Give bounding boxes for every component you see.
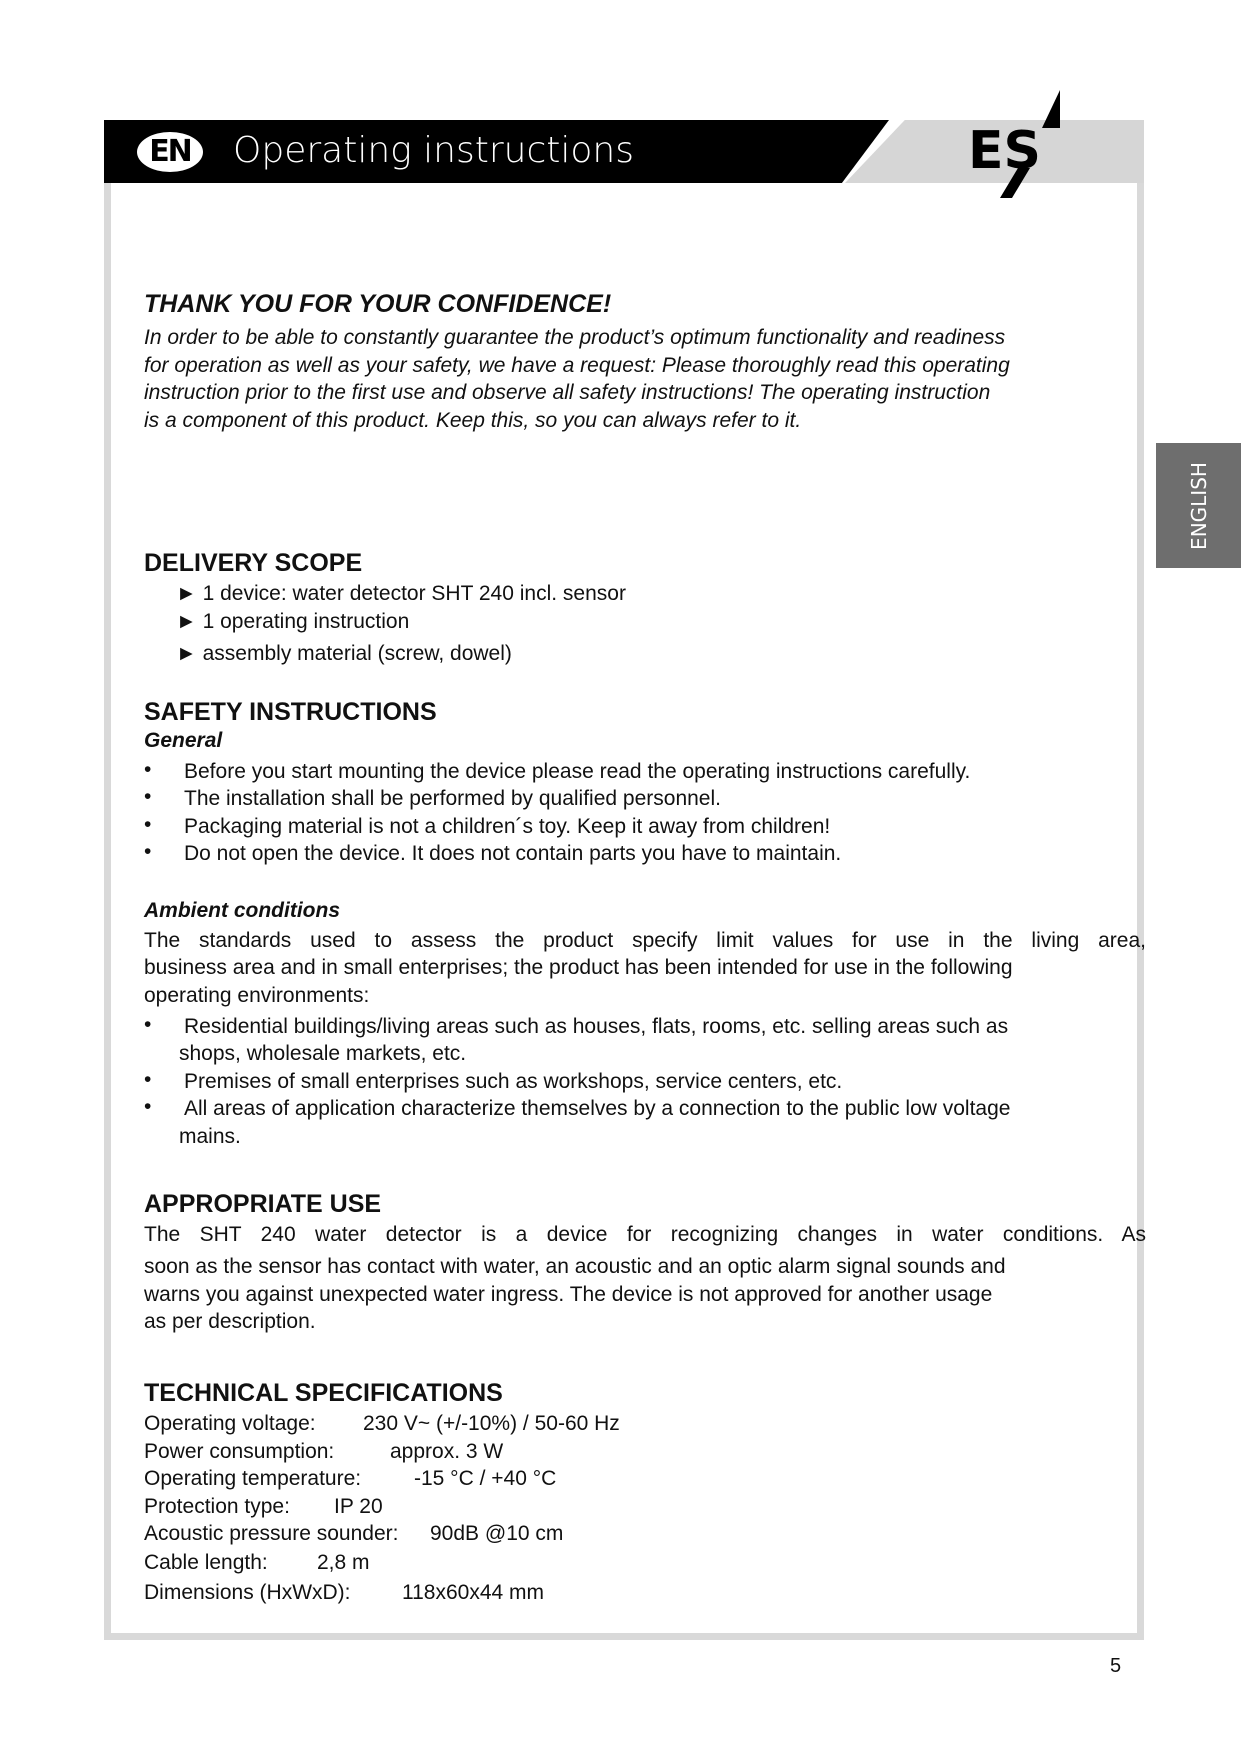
intro-title: THANK YOU FOR YOUR CONFIDENCE!: [144, 290, 612, 318]
language-badge: EN: [137, 132, 203, 172]
ambient-item-line: Premises of small enterprises such as workshops, service centers, etc.: [184, 1070, 843, 1093]
delivery-item: ► assembly material (screw, dowel): [176, 642, 512, 665]
spec-label: Protection type:: [144, 1495, 290, 1518]
bullet-icon: •: [144, 1013, 152, 1036]
spec-value: -15 °C / +40 °C: [414, 1467, 557, 1490]
general-item: The installation shall be performed by qualified personnel.: [184, 787, 721, 810]
ambient-line: business area and in small enterprises; the product has been intended for use in the following: [144, 956, 1013, 979]
spec-value: 230 V~ (+/-10%) / 50-60 Hz: [363, 1412, 620, 1435]
es-logo: [960, 88, 1070, 198]
spec-label: Dimensions (HxWxD):: [144, 1581, 351, 1604]
use-line: soon as the sensor has contact with water, an acoustic and an optic alarm signal sounds and: [144, 1255, 1006, 1278]
spec-value: 2,8 m: [317, 1551, 370, 1574]
delivery-item: ► 1 operating instruction: [176, 610, 410, 633]
general-subtitle: General: [144, 729, 223, 752]
intro-line: In order to be able to constantly guarantee the product’s optimum functionality and readiness: [144, 326, 1006, 349]
bullet-icon: •: [144, 785, 152, 808]
intro-line: is a component of this product. Keep this, so you can always refer to it.: [144, 409, 802, 432]
language-side-tab: [1156, 443, 1241, 568]
intro-line: instruction prior to the first use and observe all safety instructions! The operating instruction: [144, 381, 991, 404]
ambient-line: The standards used to assess the product specify limit values for use in the living area,: [144, 929, 1146, 952]
bullet-icon: •: [144, 758, 152, 781]
ambient-line: operating environments:: [144, 984, 370, 1007]
use-line: The SHT 240 water detector is a device for recognizing changes in water conditions. As: [144, 1223, 1146, 1246]
side-tab-label: ENGLISH: [1186, 461, 1211, 550]
bullet-icon: •: [144, 1095, 152, 1118]
header-title: Operating instructions: [233, 130, 634, 171]
bullet-icon: •: [144, 813, 152, 836]
spec-label: Acoustic pressure sounder:: [144, 1522, 399, 1545]
delivery-item: ► 1 device: water detector SHT 240 incl. sensor: [176, 582, 626, 605]
delivery-title: DELIVERY SCOPE: [144, 549, 363, 577]
spec-label: Cable length:: [144, 1551, 268, 1574]
ambient-item-line: Residential buildings/living areas such as houses, flats, rooms, etc. selling areas such as: [184, 1015, 1009, 1038]
bullet-icon: •: [144, 1068, 152, 1091]
intro-line: for operation as well as your safety, we have a request: Please thoroughly read this operating: [144, 354, 1010, 377]
safety-title: SAFETY INSTRUCTIONS: [144, 698, 437, 726]
use-title: APPROPRIATE USE: [144, 1190, 382, 1218]
spec-value: approx. 3 W: [390, 1440, 504, 1463]
spec-label: Power consumption:: [144, 1440, 335, 1463]
spec-label: Operating voltage:: [144, 1412, 316, 1435]
ambient-item-line: All areas of application characterize themselves by a connection to the public low voltage: [184, 1097, 1011, 1120]
specs-title: TECHNICAL SPECIFICATIONS: [144, 1379, 503, 1407]
page-number: 5: [1110, 1655, 1122, 1677]
general-item: Do not open the device. It does not contain parts you have to maintain.: [184, 842, 842, 865]
general-item: Packaging material is not a children´s toy. Keep it away from children!: [184, 815, 831, 838]
spec-value: 118x60x44 mm: [402, 1581, 545, 1604]
use-line: warns you against unexpected water ingress. The device is not approved for another usage: [144, 1283, 993, 1306]
use-line: as per description.: [144, 1310, 316, 1333]
bullet-icon: •: [144, 840, 152, 863]
ambient-item-line: mains.: [179, 1125, 241, 1148]
general-item: Before you start mounting the device please read the operating instructions carefully.: [184, 760, 971, 783]
spec-label: Operating temperature:: [144, 1467, 362, 1490]
spec-value: IP 20: [334, 1495, 383, 1518]
spec-value: 90dB @10 cm: [430, 1522, 564, 1545]
ambient-item-line: shops, wholesale markets, etc.: [179, 1042, 467, 1065]
svg-text:ES: ES: [968, 121, 1041, 181]
ambient-subtitle: Ambient conditions: [144, 899, 340, 922]
